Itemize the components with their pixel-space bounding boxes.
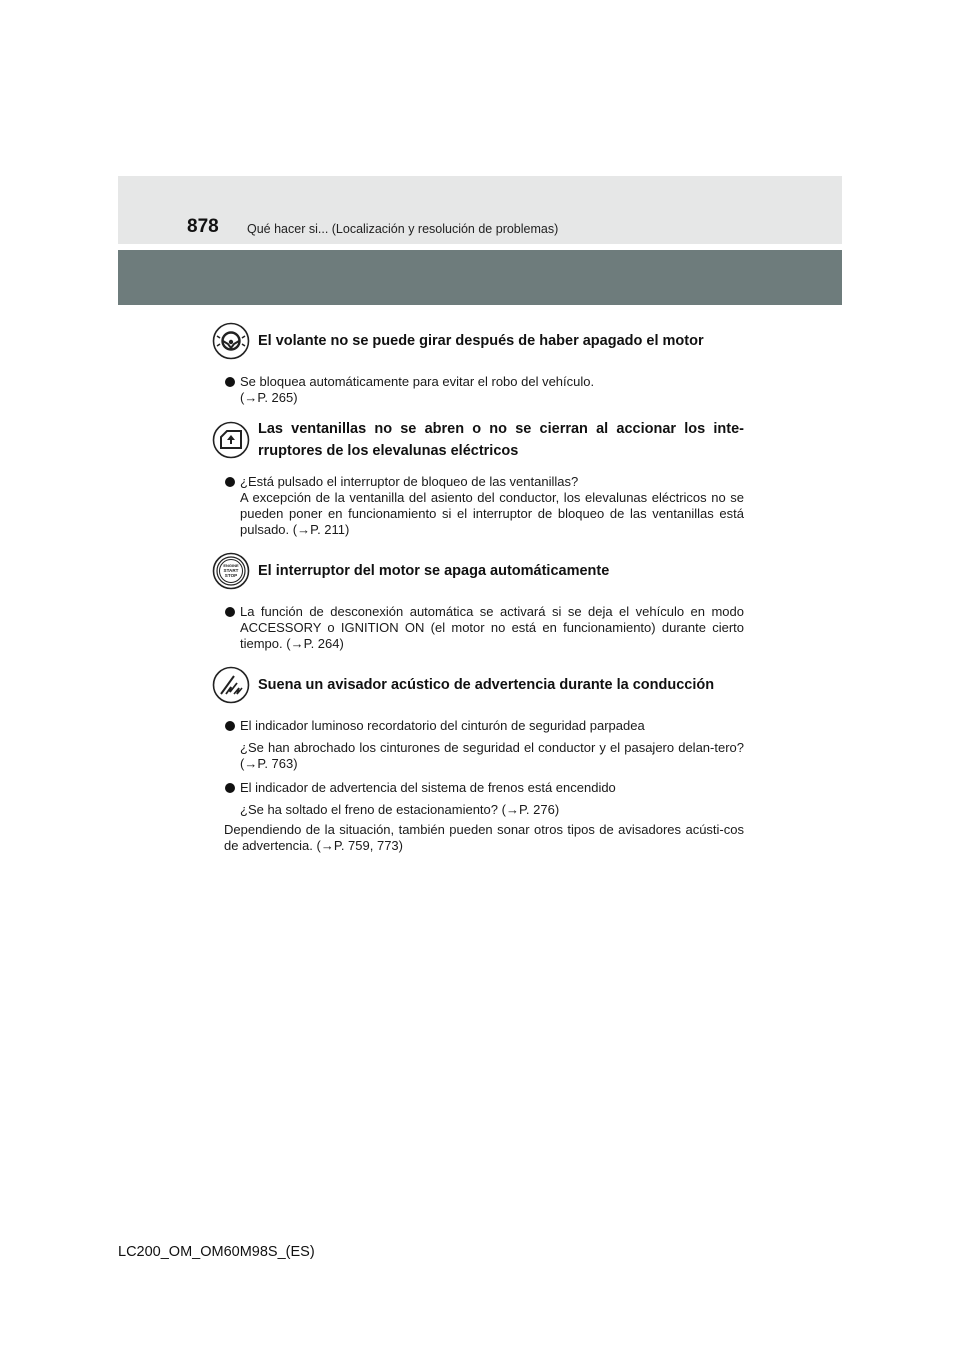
list-item: El indicador luminoso recordatorio del cinturón de seguridad parpadea	[212, 718, 744, 734]
icon-text-engine: ENGINE	[223, 563, 239, 568]
warning-buzzer-icon	[212, 666, 250, 704]
page-reference: (→P. 265)	[240, 390, 298, 405]
section-title: Qué hacer si... (Localización y resolución de problemas)	[247, 222, 559, 236]
topic-heading	[212, 322, 744, 360]
page-number: 878	[187, 216, 219, 237]
topic-title: El interruptor del motor se apaga automáticamente	[258, 563, 610, 579]
topic-heading	[212, 666, 744, 704]
steering-lock-icon	[212, 322, 250, 360]
topic-heading	[212, 552, 744, 590]
list-item-detail: ¿Se han abrochado los cinturones de seguridad el conductor y el pasajero delan-tero? (→P. 763)	[240, 740, 744, 771]
icon-text-start: START	[223, 568, 239, 573]
topic-warning-buzzer	[212, 666, 744, 854]
topic-title: Suena un avisador acústico de advertencia durante la conducción	[258, 677, 715, 693]
window-switch-icon	[212, 421, 250, 459]
list-item: La función de desconexión automática se activará si se deja el vehículo en modo ACCESSORY o IGNITION ON (el motor no está en funcionamiento) durante cierto tiempo. (→P. 264)	[212, 604, 744, 652]
header-band-dark	[118, 250, 842, 305]
list-item: El indicador de advertencia del sistema de frenos está encendido	[212, 780, 744, 796]
document-code: LC200_OM_OM60M98S_(ES)	[118, 1244, 315, 1260]
content	[212, 322, 744, 854]
topic-title-line: Las ventanillas no se abren o no se cierran al accionar los inte-	[258, 421, 744, 437]
list-item: Se bloquea automáticamente para evitar el robo del vehículo.	[212, 374, 744, 390]
engine-start-stop-icon	[212, 552, 250, 590]
list-item: ¿Está pulsado el interruptor de bloqueo de las ventanillas?	[212, 474, 744, 490]
topic-steering-lock	[212, 322, 744, 406]
icon-text-stop: STOP	[224, 573, 238, 578]
list-item-detail: A excepción de la ventanilla del asiento del conductor, los elevalunas eléctricos no se pueden poner en funcionamiento si el interruptor de bloqueo de las ventanillas está pulsado. (→P. 211)	[240, 490, 744, 537]
list-item-detail: ¿Se ha soltado el freno de estacionamiento? (→P. 276)	[240, 802, 560, 817]
topic-heading	[212, 418, 744, 462]
topic-title: El volante no se puede girar después de haber apagado el motor	[258, 333, 704, 349]
topic-title-line: rruptores de los elevalunas eléctricos	[258, 443, 519, 459]
note-paragraph: Dependiendo de la situación, también pueden sonar otros tipos de avisadores acústi-cos de advertencia. (→P. 759, 773)	[224, 822, 744, 853]
topic-engine-switch	[212, 552, 744, 652]
topic-power-windows	[212, 418, 744, 538]
